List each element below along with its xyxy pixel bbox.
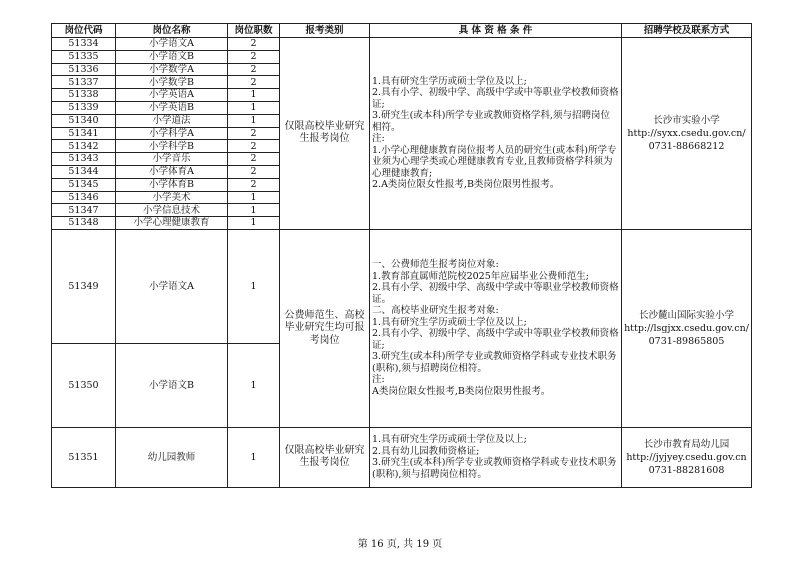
- header-name: 岗位名称: [116, 24, 228, 38]
- exam-category: 仅限高校毕业研究生报考岗位: [280, 38, 370, 230]
- header-contact: 招聘学校及联系方式: [622, 24, 752, 38]
- school-phone: 0731-88668212: [648, 140, 725, 152]
- position-count: 1: [228, 427, 280, 487]
- position-name: 小学数学A: [116, 63, 228, 76]
- position-count: 1: [228, 217, 280, 230]
- position-name: 小学语文A: [116, 38, 228, 51]
- school-name: 长沙麓山国际实验小学: [638, 309, 734, 321]
- school-name: 长沙市教育局幼儿园: [643, 438, 730, 450]
- condition-line: 1.具有研究生学历或硕士学位及以上;: [372, 316, 527, 328]
- school-contact: [622, 229, 752, 427]
- condition-line: 注:: [372, 133, 385, 145]
- school-url[interactable]: http://lsgjxx.csedu.gov.cn/: [624, 322, 749, 334]
- position-code: 51340: [52, 114, 116, 127]
- group1-body: [52, 38, 752, 230]
- condition-line: 2.具有小学、初级中学、高级中学或中等职业学校教师资格证。: [372, 282, 619, 305]
- header-conditions: 具 体 资 格 条 件: [370, 24, 622, 38]
- position-count: 2: [228, 165, 280, 178]
- position-count: 1: [228, 101, 280, 114]
- position-code: 51343: [52, 153, 116, 166]
- header-count: 岗位职数: [228, 24, 280, 38]
- position-count: 2: [228, 76, 280, 89]
- position-name: 小学体育A: [116, 165, 228, 178]
- position-code: 51337: [52, 76, 116, 89]
- page-footer: 第 16 页, 共 19 页: [357, 539, 443, 550]
- position-name: 幼儿园教师: [116, 427, 228, 487]
- position-name: 小学心理健康教育: [116, 217, 228, 230]
- position-code: 51350: [52, 343, 116, 427]
- condition-line: 2.具有幼儿园教师资格证;: [372, 445, 480, 457]
- position-name: 小学美术: [116, 191, 228, 204]
- table-row: [52, 427, 752, 487]
- position-code: 51336: [52, 63, 116, 76]
- recruitment-table: [51, 23, 752, 488]
- position-name: 小学英语A: [116, 89, 228, 102]
- position-name: 小学语文B: [116, 50, 228, 63]
- position-count: 2: [228, 153, 280, 166]
- position-code: 51341: [52, 127, 116, 140]
- school-contact: [622, 427, 752, 487]
- position-code: 51349: [52, 229, 116, 343]
- school-url[interactable]: http://syxx.csedu.gov.cn/: [627, 127, 746, 139]
- position-name: 小学体育B: [116, 178, 228, 191]
- qualification-conditions: [370, 38, 622, 230]
- school-url[interactable]: http://jyjyey.csedu.gov.cn: [626, 451, 747, 463]
- position-code: 51334: [52, 38, 116, 51]
- position-code: 51347: [52, 204, 116, 217]
- position-code: 51344: [52, 165, 116, 178]
- header-row: [52, 24, 752, 38]
- position-count: 2: [228, 140, 280, 153]
- position-name: 小学音乐: [116, 153, 228, 166]
- position-code: 51345: [52, 178, 116, 191]
- position-name: 小学科学B: [116, 140, 228, 153]
- position-code: 51348: [52, 217, 116, 230]
- position-name: 小学语文A: [116, 229, 228, 343]
- position-code: 51351: [52, 427, 116, 487]
- table-row: [52, 38, 752, 51]
- condition-line: 1.教育部直属师范院校2025年应届毕业公费师范生;: [372, 270, 589, 282]
- position-count: 2: [228, 63, 280, 76]
- header-code: 岗位代码: [52, 24, 116, 38]
- position-name: 小学信息技术: [116, 204, 228, 217]
- condition-line: 2.A类岗位限女性报考,B类岗位限男性报考。: [372, 179, 560, 191]
- position-count: 2: [228, 127, 280, 140]
- position-name: 小学道法: [116, 114, 228, 127]
- condition-line: 1.小学心理健康教育岗位报考人员的研究生(或本科)所学专业须为心理学类或心理健康教育专业,且教师资格学科须为心理健康教育;: [372, 144, 617, 179]
- position-count: 2: [228, 38, 280, 51]
- position-count: 1: [228, 229, 280, 343]
- condition-line: 注:: [372, 374, 385, 386]
- position-code: 51338: [52, 89, 116, 102]
- exam-category: 仅限高校毕业研究生报考岗位: [280, 427, 370, 487]
- position-code: 51335: [52, 50, 116, 63]
- header-category: 报考类别: [280, 24, 370, 38]
- condition-line: 3.研究生(或本科)所学专业或教师资格学科或专业技术职务(职称),须与招聘岗位相符。: [372, 351, 617, 374]
- position-name: 小学英语B: [116, 101, 228, 114]
- position-name: 小学语文B: [116, 343, 228, 427]
- position-code: 51346: [52, 191, 116, 204]
- position-count: 2: [228, 178, 280, 191]
- position-count: 1: [228, 89, 280, 102]
- condition-line: A类岗位限女性报考,B类岗位限男性报考。: [372, 385, 551, 397]
- school-contact: [622, 38, 752, 230]
- position-count: 1: [228, 204, 280, 217]
- school-name: 长沙市实验小学: [653, 114, 720, 126]
- condition-line: 二、高校毕业研究生报考对象:: [372, 305, 499, 317]
- table-row: [52, 229, 752, 343]
- position-name: 小学科学A: [116, 127, 228, 140]
- condition-line: 1.具有研究生学历或硕士学位及以上;: [372, 434, 527, 446]
- position-count: 2: [228, 50, 280, 63]
- condition-line: 3.研究生(或本科)所学专业或教师资格学科,须与招聘岗位相符。: [372, 110, 610, 133]
- school-phone: 0731-88281608: [648, 464, 725, 476]
- qualification-conditions: [370, 427, 622, 487]
- condition-line: 2.具有小学、初级中学、高级中学或中等职业学校教师资格证;: [372, 87, 619, 110]
- position-count: 1: [228, 343, 280, 427]
- qualification-conditions: [370, 229, 622, 427]
- school-phone: 0731-89865805: [648, 335, 725, 347]
- condition-line: 1.具有研究生学历或硕士学位及以上;: [372, 75, 527, 87]
- position-name: 小学数学B: [116, 76, 228, 89]
- position-code: 51339: [52, 101, 116, 114]
- position-count: 1: [228, 191, 280, 204]
- condition-line: 一、公费师范生报考岗位对象:: [372, 259, 499, 271]
- exam-category: 公费师范生、高校毕业研究生均可报考岗位: [280, 229, 370, 427]
- position-code: 51342: [52, 140, 116, 153]
- condition-line: 2.具有小学、初级中学、高级中学或中等职业学校教师资格证;: [372, 328, 619, 351]
- position-count: 1: [228, 114, 280, 127]
- condition-line: 3.研究生(或本科)所学专业或教师资格学科或专业技术职务(职称),须与招聘岗位相符。: [372, 457, 617, 480]
